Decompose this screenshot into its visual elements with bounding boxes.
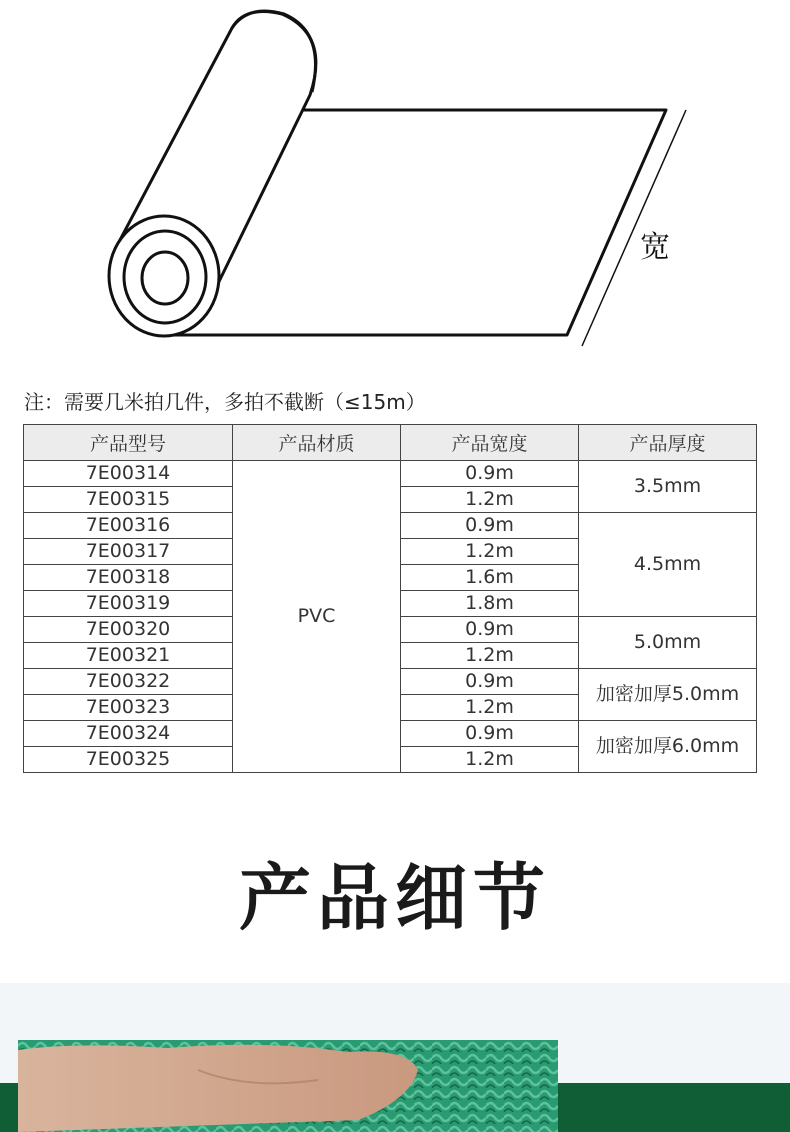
hand-shape bbox=[18, 1045, 418, 1132]
roll-diagram bbox=[0, 0, 790, 360]
thickness-cell: 4.5mm bbox=[579, 513, 757, 617]
width-cell: 0.9m bbox=[401, 617, 579, 643]
width-label: 宽 bbox=[640, 230, 670, 265]
section-title: 产品细节 bbox=[238, 856, 551, 940]
table-header-row bbox=[24, 425, 757, 461]
header-width: 产品宽度 bbox=[401, 425, 579, 461]
model-cell: 7E00321 bbox=[24, 643, 233, 669]
header-model: 产品型号 bbox=[24, 425, 233, 461]
table-row bbox=[24, 461, 757, 487]
width-cell: 0.9m bbox=[401, 513, 579, 539]
header-material: 产品材质 bbox=[233, 425, 401, 461]
thickness-cell: 3.5mm bbox=[579, 461, 757, 513]
header-thickness: 产品厚度 bbox=[579, 425, 757, 461]
width-cell: 1.2m bbox=[401, 747, 579, 773]
material-cell: PVC bbox=[233, 461, 401, 773]
width-cell: 0.9m bbox=[401, 669, 579, 695]
thickness-cell: 加密加厚6.0mm bbox=[579, 721, 757, 773]
thickness-cell: 加密加厚5.0mm bbox=[579, 669, 757, 721]
model-cell: 7E00314 bbox=[24, 461, 233, 487]
roll-end-core bbox=[142, 252, 188, 304]
width-cell: 1.2m bbox=[401, 487, 579, 513]
model-cell: 7E00320 bbox=[24, 617, 233, 643]
order-note: 注：需要几米拍几件，多拍不截断（≤15m） bbox=[24, 390, 426, 414]
width-cell: 1.8m bbox=[401, 591, 579, 617]
model-cell: 7E00322 bbox=[24, 669, 233, 695]
model-cell: 7E00315 bbox=[24, 487, 233, 513]
model-cell: 7E00319 bbox=[24, 591, 233, 617]
width-cell: 1.6m bbox=[401, 565, 579, 591]
model-cell: 7E00316 bbox=[24, 513, 233, 539]
width-cell: 1.2m bbox=[401, 695, 579, 721]
width-cell: 0.9m bbox=[401, 721, 579, 747]
model-cell: 7E00323 bbox=[24, 695, 233, 721]
width-cell: 1.2m bbox=[401, 643, 579, 669]
model-cell: 7E00324 bbox=[24, 721, 233, 747]
model-cell: 7E00318 bbox=[24, 565, 233, 591]
product-detail-photo bbox=[18, 1040, 558, 1132]
thickness-cell: 5.0mm bbox=[579, 617, 757, 669]
width-cell: 0.9m bbox=[401, 461, 579, 487]
spec-table bbox=[23, 424, 757, 773]
model-cell: 7E00325 bbox=[24, 747, 233, 773]
model-cell: 7E00317 bbox=[24, 539, 233, 565]
width-cell: 1.2m bbox=[401, 539, 579, 565]
